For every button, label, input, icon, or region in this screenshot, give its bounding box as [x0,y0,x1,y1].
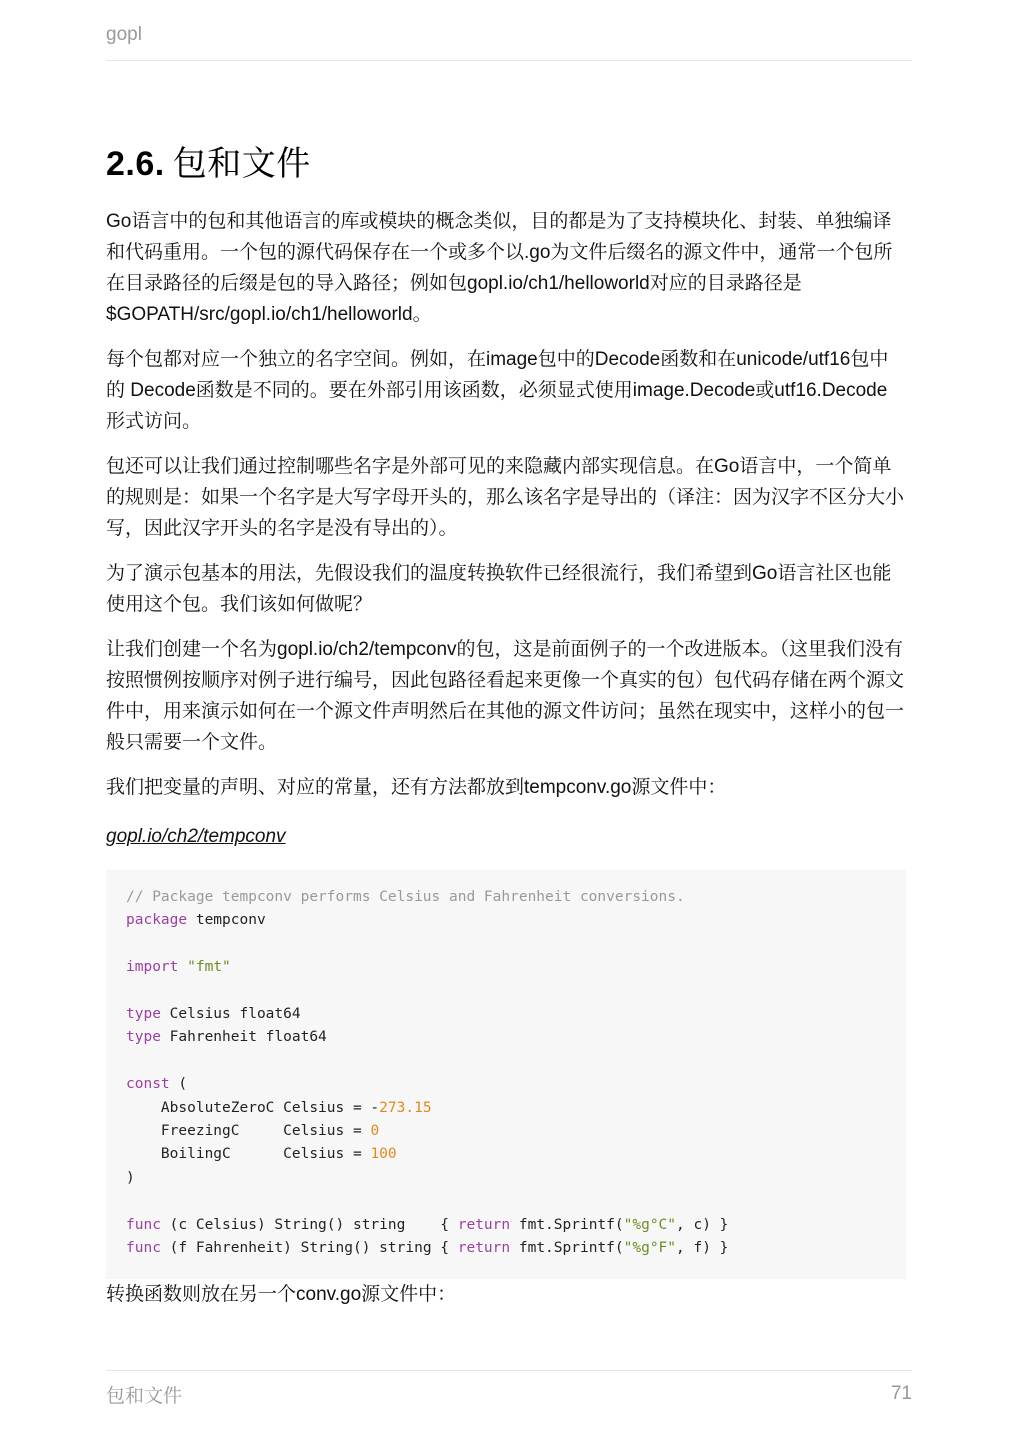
code-number: 273.15 [379,1099,432,1116]
code-text: ( [169,1076,188,1093]
section-body [106,206,906,1324]
paragraph: 我们把变量的声明、对应的常量，还有方法都放到tempconv.go源文件中： [106,777,727,798]
code-text: FreezingC Celsius = [126,1123,371,1140]
code-text: Fahrenheit float64 [160,1029,327,1046]
code-keyword: package [126,912,188,929]
code-keyword: return [457,1216,511,1233]
code-number: 100 [370,1146,397,1163]
paragraph: Go语言中的包和其他语言的库或模块的概念类似，目的都是为了支持模块化、封装、单独编译和代码重用。一个包的源代码保存在一个或多个以.go为文件后缀名的源文件中，通常一个包所在目录路径的后缀是包的导入路径；例如包gopl.io/ch1/helloworld对应的目录路径是$GOPATH/src/gopl.io/ch1/helloworld。 [106,211,893,325]
code-text: (f Fahrenheit) String() string { [160,1240,458,1257]
code-number: 0 [370,1123,380,1140]
page-header [106,24,912,61]
code-keyword: import [126,959,179,976]
paragraph: 让我们创建一个名为gopl.io/ch2/tempconv的包，这是前面例子的一个改进版本。（这里我们没有按照惯例按顺序对例子进行编号，因此包路径看起来更像一个真实的包）包代码存储在两个源文件中，用来演示如何在一个源文件声明然后在其他的源文件访问；虽然在现实中，这样小的包一般只需要一个文件。 [106,639,905,753]
footer-section-title: 包和文件 [106,1385,183,1407]
section-title: 包和文件 [172,144,311,184]
code-keyword: return [457,1240,511,1257]
code-text: BoilingC Celsius = [126,1146,371,1163]
code-keyword: const [126,1076,170,1093]
page-footer [106,1370,912,1421]
code-keyword: type [126,1029,161,1046]
paragraph: 转换函数则放在另一个conv.go源文件中： [106,1283,457,1305]
code-string: "fmt" [187,959,231,976]
code-text: ) [126,1169,135,1186]
code-text: fmt.Sprintf( [510,1216,624,1233]
page-number: 71 [890,1383,912,1404]
code-text: Celsius float64 [160,1006,301,1023]
code-text: (c Celsius) String() string { [160,1216,458,1233]
code-text: AbsoluteZeroC Celsius = - [126,1099,380,1116]
paragraph: 包还可以让我们通过控制哪些名字是外部可见的来隐藏内部实现信息。在Go语言中，一个简单的规则是：如果一个名字是大写字母开头的，那么该名字是导出的（译注：因为汉字不区分大小写，因此汉字开头的名字是没有导出的）。 [106,456,905,539]
code-keyword: type [126,1006,161,1023]
code-string: "%g°F" [623,1240,677,1257]
section-number: 2.6. [106,145,165,183]
code-block [106,870,906,1279]
code-keyword: func [126,1240,161,1257]
section-heading [106,136,311,185]
book-title: gopl [106,24,142,45]
code-text: tempconv [187,912,266,929]
code-text: fmt.Sprintf( [510,1240,624,1257]
code-text: , f) } [676,1240,729,1257]
source-path-link[interactable]: gopl.io/ch2/tempconv [106,826,286,847]
paragraph: 每个包都对应一个独立的名字空间。例如，在image包中的Decode函数和在unicode/utf16包中的 Decode函数是不同的。要在外部引用该函数，必须显式使用image.Decode或utf16.Decode形式访问。 [106,349,889,432]
code-comment: // Package tempconv performs Celsius and Fahrenheit conversions. [126,889,685,905]
code-keyword: func [126,1216,161,1233]
code-text: , c) } [676,1216,729,1233]
paragraph: 为了演示包基本的用法，先假设我们的温度转换软件已经很流行，我们希望到Go语言社区也能使用这个包。我们该如何做呢？ [106,563,892,615]
code-string: "%g°C" [623,1216,677,1233]
